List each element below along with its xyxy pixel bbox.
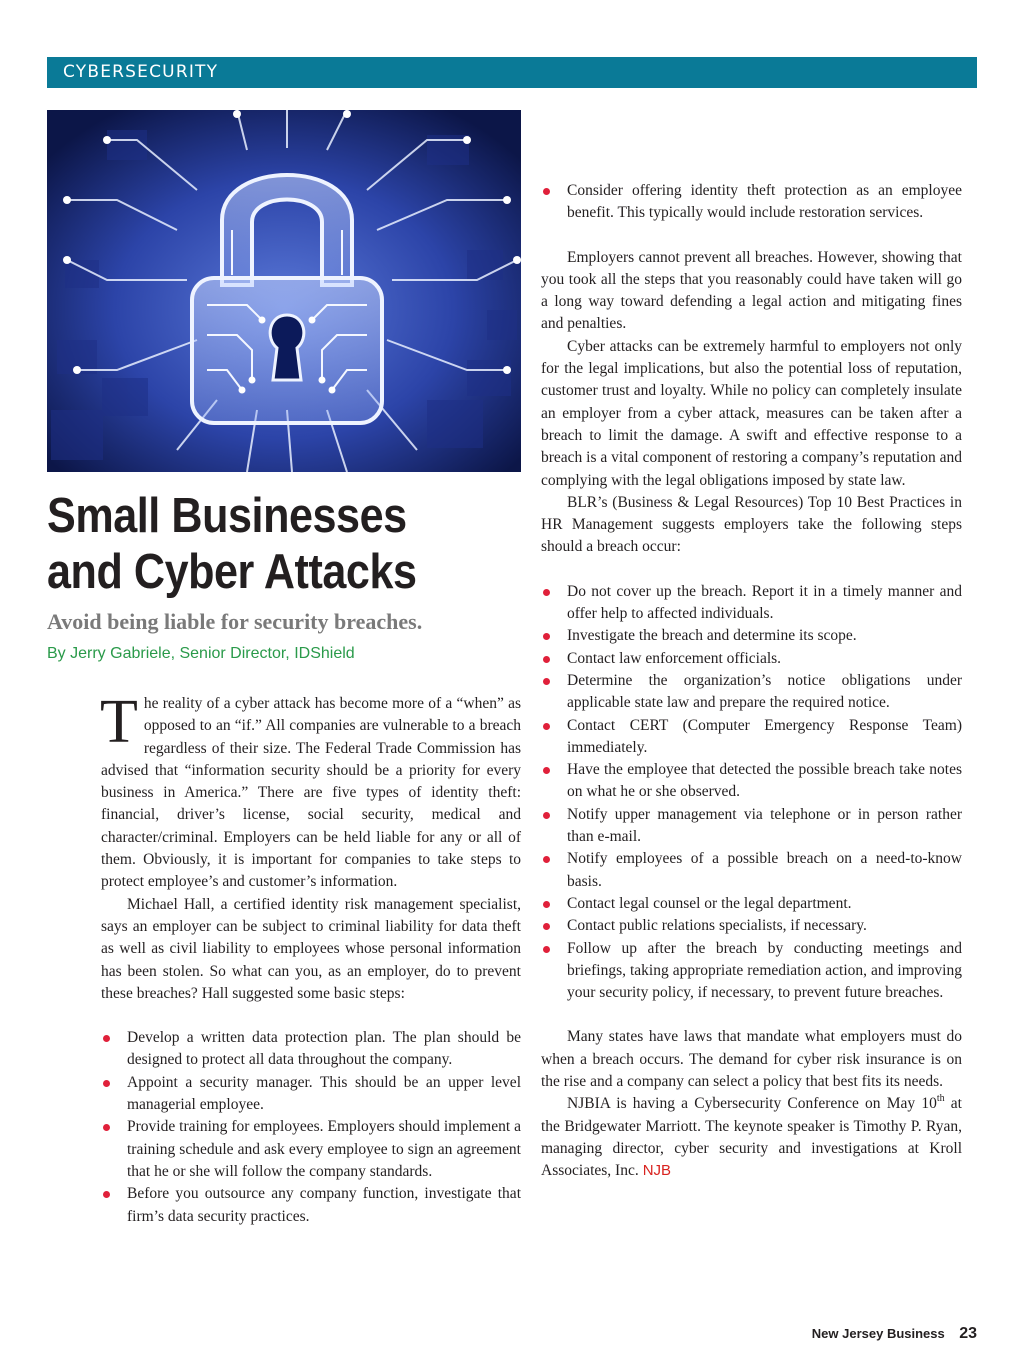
section-label: CYBERSECURITY bbox=[63, 62, 219, 82]
superscript: th bbox=[936, 1093, 945, 1105]
list-item: Appoint a security manager. This should be an upper level managerial employee. bbox=[101, 1072, 521, 1117]
list-item: Investigate the breach and determine its scope. bbox=[541, 625, 962, 647]
list-item: Notify upper management via telephone or in person rather than e-mail. bbox=[541, 804, 962, 849]
list-item: Before you outsource any company function, investigate that firm’s data security practices. bbox=[101, 1183, 521, 1228]
article-byline: By Jerry Gabriele, Senior Director, IDShield bbox=[47, 645, 355, 662]
steps-list bbox=[101, 1027, 521, 1228]
list-item: Consider offering identity theft protection as an employee benefit. This typically would include restoration services. bbox=[541, 180, 962, 225]
padlock-circuit-image bbox=[47, 110, 521, 472]
list-item: Do not cover up the breach. Report it in a timely manner and offer help to affected individuals. bbox=[541, 581, 962, 626]
body-paragraph: BLR’s (Business & Legal Resources) Top 10 Best Practices in HR Management suggests employers take the following steps should a breach occur: bbox=[541, 493, 962, 556]
page-footer bbox=[812, 1325, 977, 1343]
left-column bbox=[100, 688, 521, 1228]
top-list bbox=[541, 180, 962, 225]
body-paragraph: Michael Hall, a certified identity risk management specialist, says an employer can be subject to criminal liability for data theft as well as civil liability to employees whose personal information has been stolen. So what can you, as an employer, do to prevent these breaches? Hall suggested some basic steps: bbox=[101, 895, 521, 1002]
list-item: Contact law enforcement officials. bbox=[541, 648, 962, 670]
list-item: Notify employees of a possible breach on a need-to-know basis. bbox=[541, 848, 962, 893]
body-paragraph: Cyber attacks can be extremely harmful to employers not only for the legal implications, but also the potential loss of reputation, customer trust and loyalty. While no policy can completely insulate an employer from a cyber attack, measures can be taken after a breach to limit the damage. A swift and effective response to a breach is a vital component of restoring a company’s reputation and complying with the legal obligations imposed by state law. bbox=[541, 337, 962, 489]
right-column bbox=[541, 180, 962, 1182]
list-item: Determine the organization’s notice obligations under applicable state law and prepare the required notice. bbox=[541, 670, 962, 715]
body-paragraph: Employers cannot prevent all breaches. However, showing that you took all the steps that you reasonably could have taken will go a long way toward defending a legal action and mitigating fines and penalties. bbox=[541, 248, 962, 333]
publication-name: New Jersey Business bbox=[811, 1326, 945, 1341]
list-item: Develop a written data protection plan. The plan should be designed to protect all data throughout the company. bbox=[101, 1027, 521, 1072]
list-item: Contact public relations specialists, if necessary. bbox=[541, 915, 962, 937]
list-item: Contact legal counsel or the legal department. bbox=[541, 893, 962, 915]
list-item: Provide training for employees. Employers should implement a training schedule and ask every employee to sign an agreement that he or she will follow the company standards. bbox=[101, 1116, 521, 1183]
page-number: 23 bbox=[959, 1325, 977, 1342]
drop-cap: T bbox=[100, 688, 138, 756]
article-subtitle: Avoid being liable for security breaches. bbox=[47, 609, 423, 634]
body-paragraph: Many states have laws that mandate what employers must do when a breach occurs. The demand for cyber risk insurance is on the rise and a company can select a policy that best fits its needs. bbox=[541, 1028, 962, 1090]
section-header-bar bbox=[47, 57, 977, 88]
closing-paragraph: NJBIA is having a Cybersecurity Conference on May 10th at the Bridgewater Marriott. The keynote speaker is Timothy P. Ryan, managing director, cyber security and investigations at Kroll Associates, Inc. NJB bbox=[541, 1093, 962, 1180]
padlock-circuit-illustration bbox=[47, 110, 521, 472]
article-title: Small Businesses and Cyber Attacks bbox=[47, 489, 417, 599]
breach-steps-list bbox=[541, 581, 962, 1005]
intro-paragraph: The reality of a cyber attack has become more of a “when” as opposed to an “if.” All companies are vulnerable to a breach regardless of their size. The Federal Trade Commission has advised that “information security should be a priority for every business in America.” There are five types of identity theft: financial, driver’s license, social security, medical and character/criminal. Employers can be held liable for any or all of them. Obviously, it is important for companies to take steps to protect employee’s and customer’s information. bbox=[100, 688, 521, 891]
list-item: Follow up after the breach by conducting meetings and briefings, taking appropriate remediation action, and improving your security policy, if necessary, to prevent future breaches. bbox=[541, 938, 962, 1005]
list-item: Have the employee that detected the possible breach take notes on what he or she observed. bbox=[541, 759, 962, 804]
end-mark: NJB bbox=[642, 1162, 672, 1180]
list-item: Contact CERT (Computer Emergency Response Team) immediately. bbox=[541, 715, 962, 760]
